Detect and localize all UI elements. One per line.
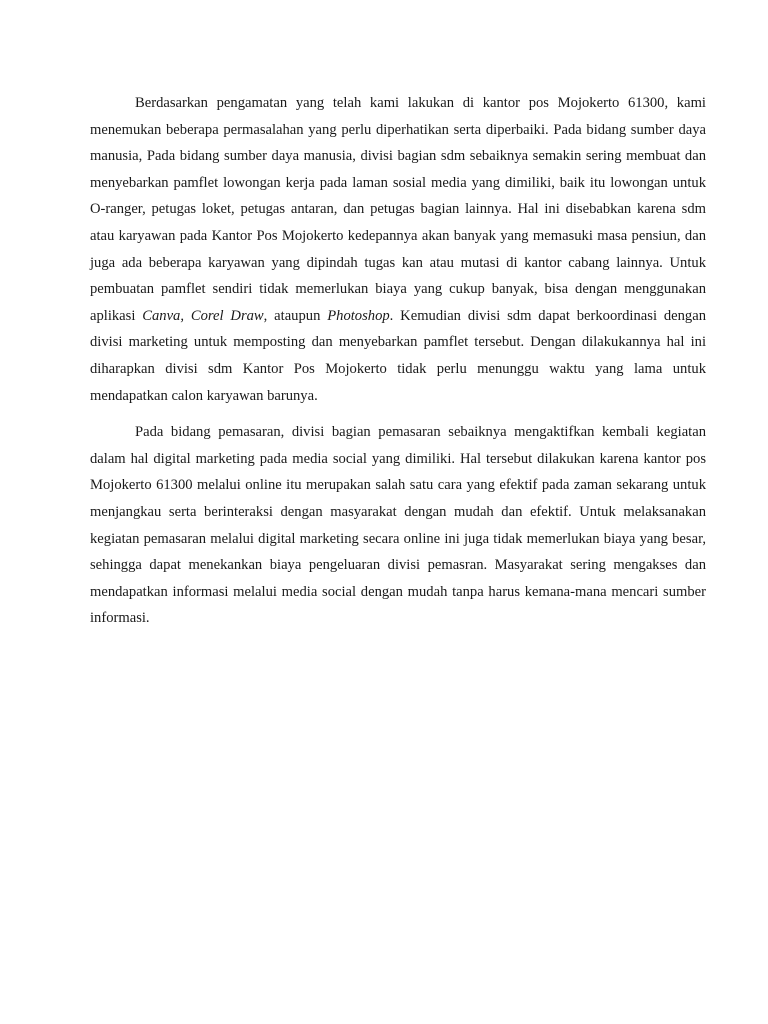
paragraph-sdm xyxy=(90,90,706,409)
paragraph-sdm-text: Berdasarkan pengamatan yang telah kami lakukan di kantor pos Mojokerto 61300, kami menemukan beberapa permasalahan yang perlu diperhatikan serta diperbaiki. Pada bidang sumber daya manusia, Pada bidang sumber daya manusia, divisi bagian sdm sebaiknya semakin sering membuat dan menyebarkan pamflet lowongan kerja pada laman sosial media yang dimiliki, baik itu lowongan untuk O-ranger, petugas loket, petugas antaran, dan petugas bagian lainnya. Hal ini disebabkan karena sdm atau karyawan pada Kantor Pos Mojokerto kedepannya akan banyak yang memasuki masa pensiun, dan juga ada beberapa karyawan yang dipindah tugas kan atau mutasi di kantor cabang lainnya. Untuk pembuatan pamflet sendiri tidak memerlukan biaya yang cukup banyak, bisa dengan menggunakan aplikasi xyxy=(90,95,706,324)
software-names-canva-coreldraw: Canva, Corel Draw xyxy=(142,307,264,324)
document-body xyxy=(90,90,706,632)
paragraph-pemasaran xyxy=(90,419,706,632)
paragraph-sdm-text: , ataupun xyxy=(263,307,328,324)
software-name-photoshop: Photoshop xyxy=(327,307,390,324)
paragraph-pemasaran-text: Pada bidang pemasaran, divisi bagian pemasaran sebaiknya mengaktifkan kembali kegiatan dalam hal digital marketing pada media social yang dimiliki. Hal tersebut dilakukan karena kantor pos Mojokerto 61300 melalui online itu merupakan salah satu cara yang efektif pada zaman sekarang untuk menjangkau serta berinteraksi dengan masyarakat dengan mudah dan efektif. Untuk melaksanakan kegiatan pemasaran melalui digital marketing secara online ini juga tidak memerlukan biaya yang besar, sehingga dapat menekankan biaya pengeluaran divisi pemasran. Masyarakat sering mengakses dan mendapatkan informasi melalui media social dengan mudah tanpa harus kemana-mana mencari sumber informasi. xyxy=(90,424,706,627)
paragraph-sdm-text: . Kemudian divisi sdm dapat berkoordinasi dengan divisi marketing untuk memposting dan menyebarkan pamflet tersebut. Dengan dilakukannya hal ini diharapkan divisi sdm Kantor Pos Mojokerto tidak perlu menunggu waktu yang lama untuk mendapatkan calon karyawan barunya. xyxy=(90,307,706,404)
